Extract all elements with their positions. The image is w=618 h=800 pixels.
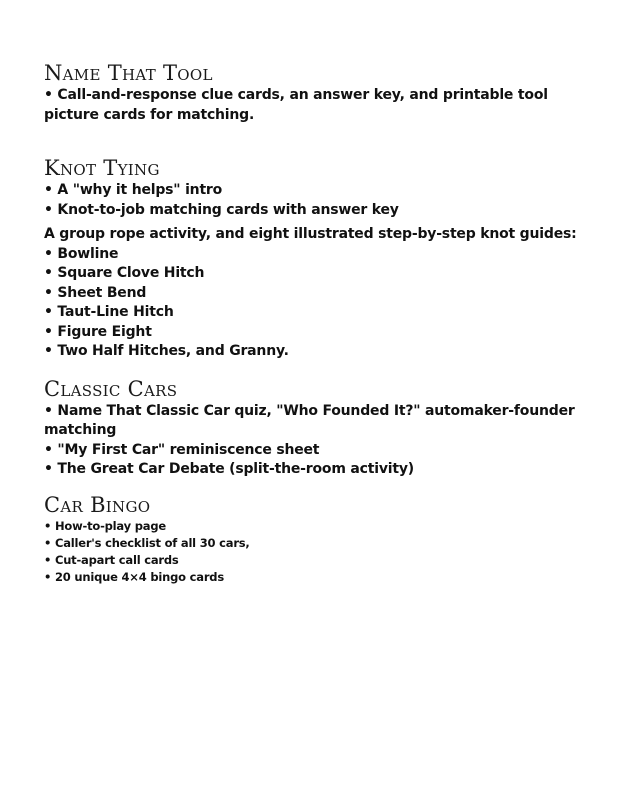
- section-name-that-tool: [44, 60, 594, 125]
- list-item: • How-to-play page: [44, 518, 166, 533]
- list-item: • "My First Car" reminiscence sheet: [44, 441, 320, 458]
- list-item: • Bowline: [44, 245, 119, 262]
- intro-text: A group rope activity, and eight illustrated step-by-step knot guides:: [44, 226, 577, 242]
- section-car-bingo: [44, 492, 594, 586]
- list-item: • Caller's checklist of all 30 cars,: [44, 535, 250, 550]
- list-item: • The Great Car Debate (split-the-room activity): [44, 461, 414, 477]
- section-knot-tying: [44, 155, 594, 362]
- list-item: • Call-and-response clue cards, an answer key, and printable tool picture cards for matching.: [44, 87, 548, 123]
- list-item: • Figure Eight: [44, 323, 152, 340]
- document-page: [44, 60, 594, 586]
- section-heading: Car Bingo: [44, 492, 151, 517]
- list-item: • Name That Classic Car quiz, "Who Founded It?" automaker-founder matching: [44, 402, 575, 438]
- list-item: • Knot-to-job matching cards with answer key: [44, 201, 399, 218]
- list-item: • Two Half Hitches, and Granny.: [44, 343, 289, 359]
- list-item: • A "why it helps" intro: [44, 182, 223, 198]
- list-item: • 20 unique 4×4 bingo cards: [44, 569, 224, 584]
- section-heading: Name That Tool: [44, 61, 213, 85]
- list-item: • Sheet Bend: [44, 284, 147, 301]
- list-item: • Taut-Line Hitch: [44, 304, 174, 320]
- section-heading: Classic Cars: [44, 376, 178, 401]
- section-classic-cars: [44, 376, 594, 480]
- section-heading: Knot Tying: [44, 156, 160, 180]
- list-item: • Cut-apart call cards: [44, 552, 179, 567]
- list-item: • Square Clove Hitch: [44, 265, 205, 281]
